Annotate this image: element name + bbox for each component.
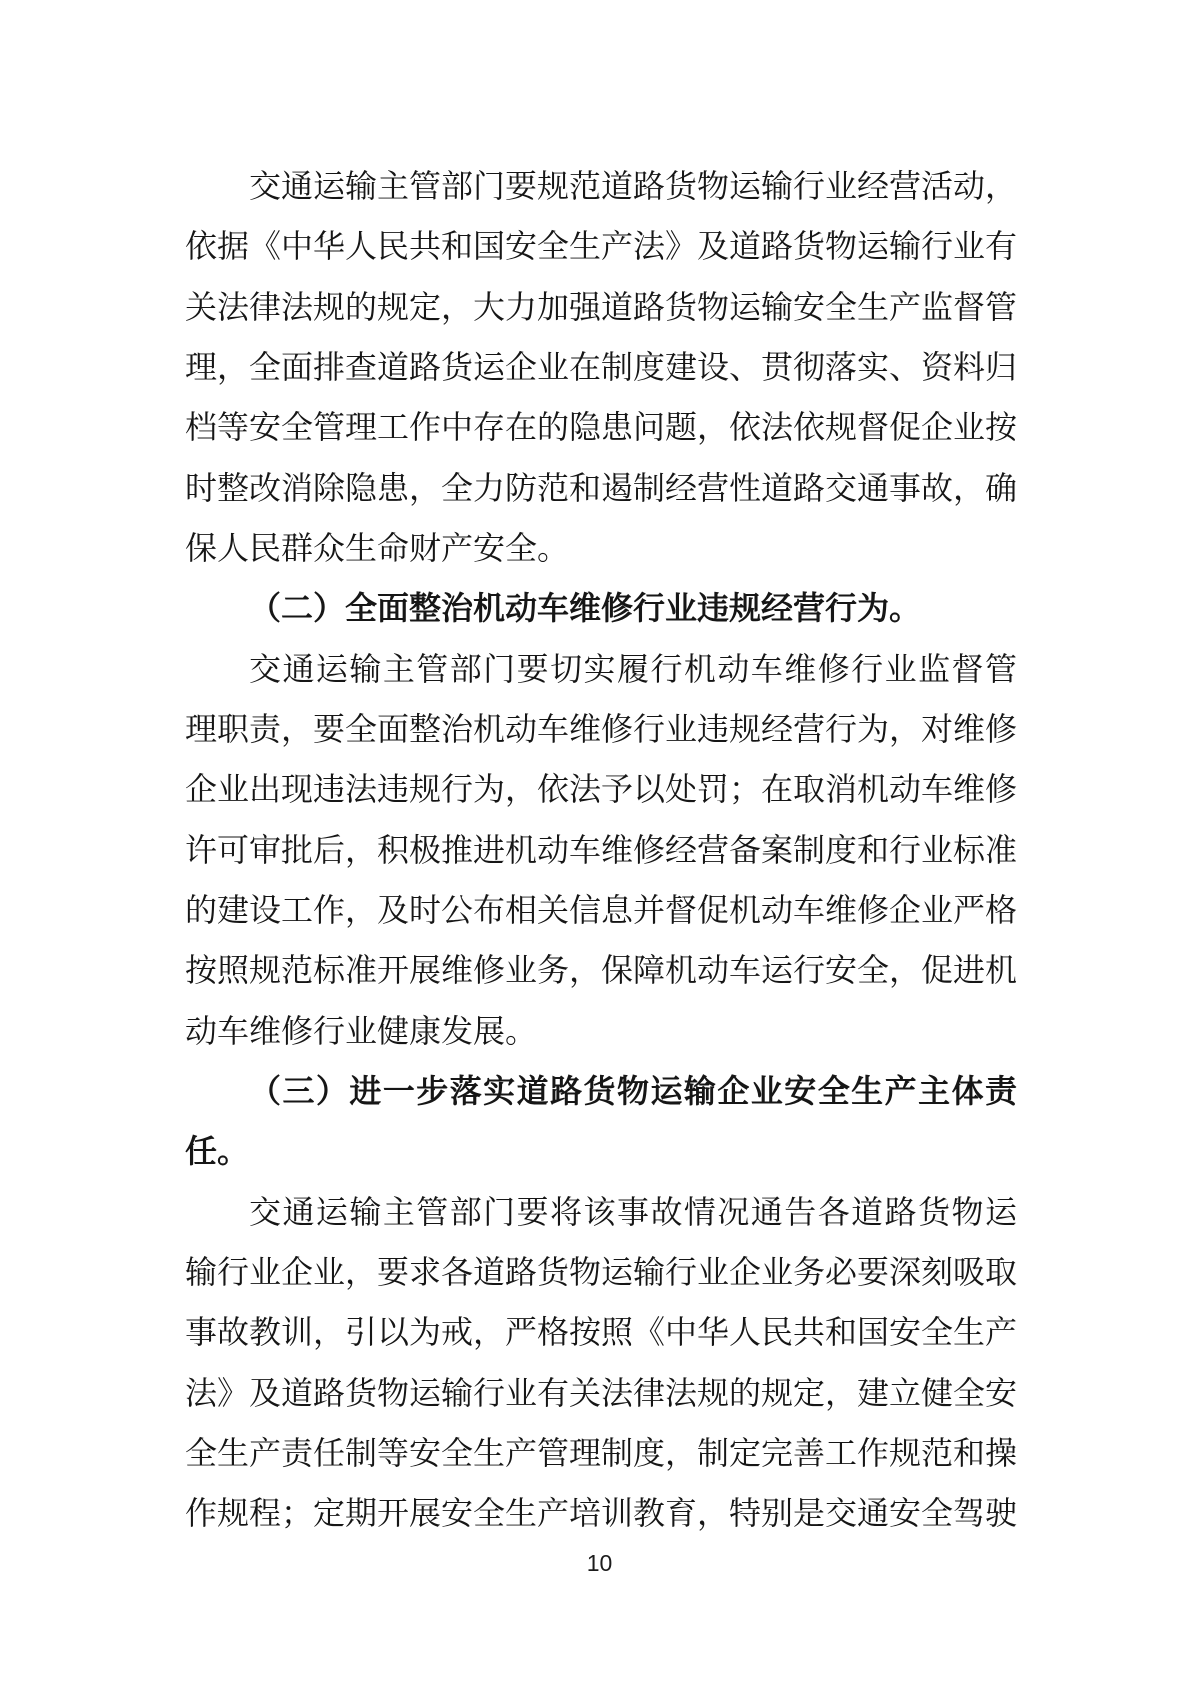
text-line: 法》及道路货物运输行业有关法律法规的规定，建立健全安 (185, 1374, 1018, 1411)
text-line: 理职责，要全面整治机动车维修行业违规经营行为，对维修 (185, 710, 1018, 747)
text-line: 全生产责任制等安全生产管理制度，制定完善工作规范和操 (185, 1434, 1018, 1471)
text-line: 时整改消除隐患，全力防范和遏制经营性道路交通事故，确 (185, 469, 1018, 506)
page-number: 10 (586, 1550, 613, 1576)
text-line: 企业出现违法违规行为，依法予以处罚；在取消机动车维修 (185, 771, 1018, 808)
text-line: 输行业企业，要求各道路货物运输行业企业务必要深刻吸取 (185, 1253, 1018, 1290)
text-line: 的建设工作，及时公布相关信息并督促机动车维修企业严格 (185, 891, 1018, 928)
text-line: 关法律法规的规定，大力加强道路货物运输安全生产监督管 (185, 288, 1018, 325)
text-line: 交通运输主管部门要规范道路货物运输行业经营活动， (249, 168, 1018, 204)
text-line: 交通运输主管部门要切实履行机动车维修行业监督管 (249, 650, 1017, 687)
para-road-freight-supervision (185, 156, 1017, 578)
text-line: （二）全面整治机动车维修行业违规经营行为。 (249, 590, 922, 627)
text-line: （三）进一步落实道路货物运输企业安全生产主体责 (249, 1072, 1017, 1109)
heading-section-3 (185, 1061, 1017, 1182)
para-vehicle-repair-regulation (185, 639, 1017, 1061)
text-line: 任。 (185, 1133, 250, 1170)
text-line: 动车维修行业健康发展。 (185, 1012, 538, 1049)
text-line: 理，全面排查道路货运企业在制度建设、贯彻落实、资料归 (185, 348, 1018, 385)
text-line: 依据《中华人民共和国安全生产法》及道路货物运输行业有 (185, 228, 1018, 265)
para-enterprise-main-responsibility (185, 1182, 1017, 1544)
text-line: 保人民群众生命财产安全。 (185, 529, 570, 566)
text-line: 事故教训，引以为戒，严格按照《中华人民共和国安全生产 (185, 1314, 1018, 1351)
heading-section-2 (185, 578, 1017, 638)
text-line: 按照规范标准开展维修业务，保障机动车运行安全，促进机 (185, 952, 1018, 989)
text-line: 作规程；定期开展安全生产培训教育，特别是交通安全驾驶 (185, 1495, 1018, 1532)
text-line: 许可审批后，积极推进机动车维修经营备案制度和行业标准 (185, 831, 1018, 868)
text-line: 档等安全管理工作中存在的隐患问题，依法依规督促企业按 (185, 409, 1018, 446)
text-line: 交通运输主管部门要将该事故情况通告各道路货物运 (249, 1193, 1017, 1230)
document-body (185, 156, 1017, 1544)
